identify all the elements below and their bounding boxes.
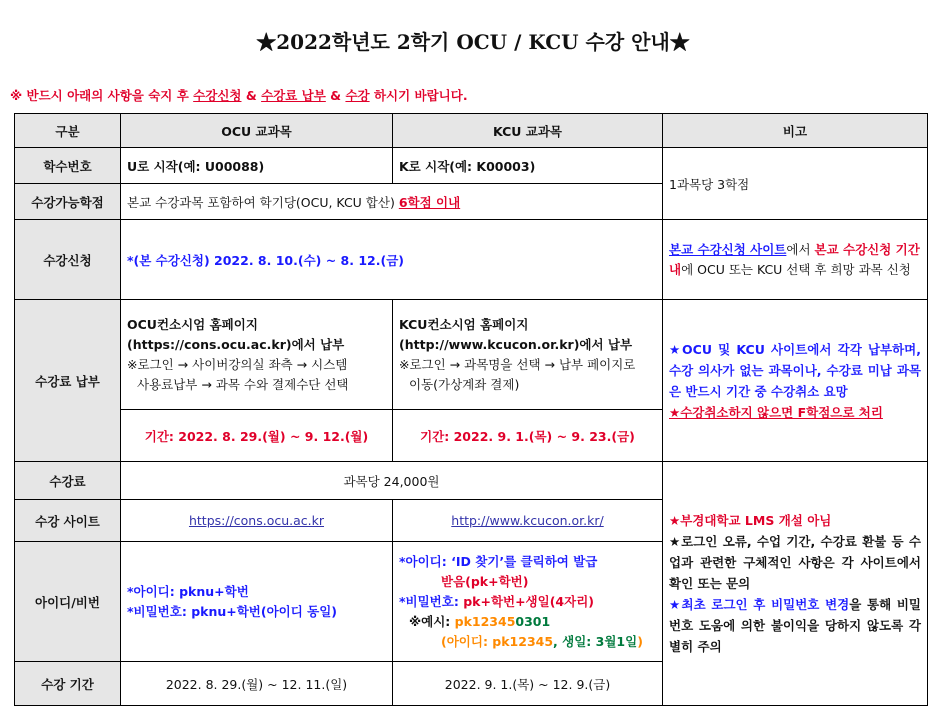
notice-registration: 수강신청 bbox=[193, 88, 242, 103]
note-lms bbox=[663, 462, 928, 706]
note-lms-l1: ★부경대학교 LMS 개설 아님 bbox=[669, 513, 832, 528]
notice-suffix: 하시기 바랍니다. bbox=[369, 88, 468, 103]
note-reg-p2: 에서 bbox=[786, 241, 815, 257]
note-reg-period: 본교 수강신청 기간 내 bbox=[669, 241, 920, 277]
notice-amp-2: & bbox=[325, 88, 346, 103]
ocu-login-id: *아이디: pknu+학번 bbox=[127, 583, 249, 599]
notice-text bbox=[10, 86, 468, 104]
kcu-pw-prefix: *비밀번호: bbox=[399, 593, 464, 609]
page-title: ★2022학년도 2학기 OCU / KCU 수강 안내★ bbox=[256, 30, 690, 54]
kcu-student-id: K로 시작(예: K00003) bbox=[393, 148, 663, 184]
label-payment: 수강료 납부 bbox=[15, 300, 121, 462]
kcu-login-id-b: 받음(pk+학번) bbox=[441, 573, 529, 589]
kcu-login bbox=[393, 542, 663, 662]
note-reg-p4: 에 OCU 또는 KCU 선택 후 희망 과목 신청 bbox=[681, 261, 911, 277]
label-period: 수강 기간 bbox=[15, 662, 121, 706]
kcu-payment bbox=[393, 300, 663, 410]
kcu-login-id-a: *아이디: ‘ID 찾기’를 클릭하여 발급 bbox=[399, 553, 598, 569]
notice-amp-1: & bbox=[241, 88, 262, 103]
kcu-pay-l2: (http://www.kcucon.or.kr)에서 납부 bbox=[399, 336, 633, 352]
kcu-ex-id: pk12345 bbox=[454, 613, 516, 629]
kcu-period: 2022. 9. 1.(목) ~ 12. 9.(금) bbox=[393, 662, 663, 706]
kcu-pay-l1: KCU컨소시엄 홈페이지 bbox=[399, 316, 529, 332]
kcu-pw-rule: pk+학번+생일(4자리) bbox=[463, 593, 594, 609]
kcu-example-2 bbox=[399, 632, 656, 652]
label-site: 수강 사이트 bbox=[15, 500, 121, 542]
header-ocu: OCU 교과목 bbox=[121, 114, 393, 148]
fee-text: 과목당 24,000원 bbox=[121, 462, 663, 500]
note-lms-l3 bbox=[669, 594, 921, 657]
label-credits: 수강가능학점 bbox=[15, 184, 121, 220]
note-registration bbox=[663, 220, 928, 300]
notice-payment: 수강료 납부 bbox=[261, 88, 326, 103]
ocu-payment bbox=[121, 300, 393, 410]
ocu-site-cell bbox=[121, 500, 393, 542]
label-student-id: 학수번호 bbox=[15, 148, 121, 184]
note-reg-site: 본교 수강신청 사이트 bbox=[669, 241, 787, 257]
notice-prefix: ※ 반드시 아래의 사항을 숙지 후 bbox=[10, 88, 194, 103]
ocu-pay-l1: OCU컨소시엄 홈페이지 bbox=[127, 316, 258, 332]
kcu-site-cell bbox=[393, 500, 663, 542]
note-pay-red: ★수강취소하지 않으면 F학점으로 처리 bbox=[669, 404, 883, 420]
header-kcu: KCU 교과목 bbox=[393, 114, 663, 148]
note-credits: 1과목당 3학점 bbox=[663, 148, 928, 220]
kcu-pay-l3: ※로그인 → 과목명을 선택 → 납부 페이지로 bbox=[399, 356, 636, 372]
header-row bbox=[15, 114, 928, 148]
ocu-student-id: U로 시작(예: U00088) bbox=[121, 148, 393, 184]
credits-text bbox=[121, 184, 663, 220]
credits-limit: 6학점 이내 bbox=[398, 194, 461, 210]
label-login: 아이디/비번 bbox=[15, 542, 121, 662]
row-payment bbox=[15, 300, 928, 410]
note-pay-blue: ★OCU 및 KCU 사이트에서 각각 납부하며, 수강 의사가 없는 과목이나, 수강료 미납 과목은 반드시 기간 중 수강취소 요망 bbox=[669, 341, 921, 399]
row-fee bbox=[15, 462, 928, 500]
ocu-login bbox=[121, 542, 393, 662]
kcu-payment-period: 기간: 2022. 9. 1.(목) ~ 9. 23.(금) bbox=[393, 410, 663, 462]
kcu-site-link[interactable]: http://www.kcucon.or.kr/ bbox=[451, 513, 604, 528]
note-lms-l3-rest: 을 통해 비밀번호 도움에 의한 불이익을 당하지 않도록 각별히 주의 bbox=[669, 597, 921, 654]
kcu-login-pw bbox=[399, 592, 656, 612]
kcu-ex2-close: ) bbox=[637, 633, 643, 649]
kcu-example bbox=[399, 612, 656, 632]
ocu-login-pw: *비밀번호: pknu+학번(아이디 동일) bbox=[127, 603, 338, 619]
kcu-ex-prefix: ※예시: bbox=[409, 613, 455, 629]
row-registration bbox=[15, 220, 928, 300]
label-fee: 수강료 bbox=[15, 462, 121, 500]
note-lms-l2: ★로그인 오류, 수업 기간, 수강료 환불 등 수업과 관련한 구체적인 사항은 각 사이트에서 확인 또는 문의 bbox=[669, 534, 921, 591]
ocu-period: 2022. 8. 29.(월) ~ 12. 11.(일) bbox=[121, 662, 393, 706]
kcu-ex2-open: (아이디: pk12345 bbox=[441, 633, 554, 649]
ocu-pay-l3: ※로그인 → 사이버강의실 좌측 → 시스템 bbox=[127, 356, 348, 372]
header-category: 구분 bbox=[15, 114, 121, 148]
registration-period: *(본 수강신청) 2022. 8. 10.(수) ~ 8. 12.(금) bbox=[121, 220, 663, 300]
kcu-pay-l4: 이동(가상계좌 결제) bbox=[409, 376, 520, 392]
ocu-pay-l2: (https://cons.ocu.ac.kr)에서 납부 bbox=[127, 336, 345, 352]
note-payment bbox=[663, 300, 928, 462]
kcu-ex2-mid: , 생일: 3월1일 bbox=[553, 633, 638, 649]
ocu-payment-period: 기간: 2022. 8. 29.(월) ~ 9. 12.(월) bbox=[121, 410, 393, 462]
notice-course: 수강 bbox=[345, 88, 370, 103]
credits-desc: 본교 수강과목 포함하여 학기당(OCU, KCU 합산) bbox=[127, 194, 399, 210]
ocu-pay-l4: 사용료납부 → 과목 수와 결제수단 선택 bbox=[137, 376, 349, 392]
ocu-site-link[interactable]: https://cons.ocu.ac.kr bbox=[188, 513, 325, 528]
header-remarks: 비고 bbox=[663, 114, 928, 148]
label-registration: 수강신청 bbox=[15, 220, 121, 300]
note-lms-l3-blue: ★최초 로그인 후 비밀번호 변경 bbox=[669, 597, 850, 612]
row-student-id bbox=[15, 148, 928, 184]
course-guide-table bbox=[14, 113, 928, 706]
kcu-ex-birth: 0301 bbox=[515, 613, 551, 629]
